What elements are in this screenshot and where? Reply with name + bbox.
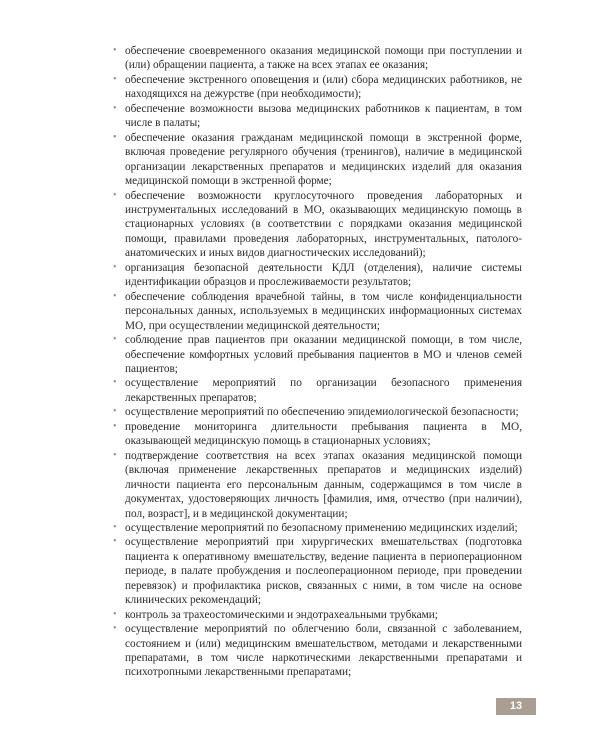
bullet-icon: • <box>113 261 117 273</box>
bullet-icon: • <box>113 420 117 432</box>
bullet-icon: • <box>113 608 117 620</box>
list-item-text: обеспечение экстренного оповещения и (или) сбора медицинских работников, не находящихся на дежурстве (при необходимости); <box>125 73 522 101</box>
list-item <box>112 521 522 535</box>
list-item <box>112 622 522 680</box>
bullet-icon: • <box>113 521 117 533</box>
list-item <box>112 131 522 189</box>
list-item-text: организация безопасной деятельности КДЛ (отделения), наличие системы идентификации образцов и прослеживаемости результатов; <box>125 261 522 289</box>
bullet-icon: • <box>113 73 117 85</box>
document-page <box>112 44 522 680</box>
bullet-icon: • <box>113 377 117 389</box>
bullet-icon: • <box>113 449 117 461</box>
list-item-text: обеспечение соблюдения врачебной тайны, в том числе конфиденциальности персональных данных, используемых в медицинских информационных системах МО, при осуществлении медицинской деятельности; <box>125 290 522 332</box>
page-number: 13 <box>496 698 536 715</box>
list-item <box>112 535 522 607</box>
list-item <box>112 376 522 405</box>
bullet-icon: • <box>113 45 117 56</box>
list-item-text: обеспечение оказания гражданам медицинской помощи в экстренной форме, включая проведение регулярного обучения (тренингов), наличие в медицинской организации лекарственных препаратов и медицинских изделий для оказания медицинской помощи в экстренной форме; <box>125 131 522 188</box>
list-item <box>112 73 522 102</box>
list-item-text: осуществление мероприятий по организации безопасного применения лекарственных препаратов; <box>125 377 522 404</box>
list-item <box>112 102 522 131</box>
list-item <box>112 333 522 376</box>
list-item <box>112 405 522 419</box>
list-item-text: подтверждение соответствия на всех этапах оказания медицинской помощи (включая применение лекарственных препаратов и медицинских изделий) личности пациента его персональным данным, содержащимся в том числе в документах, удостоверяющих личность [фамилия, имя, отчество (при наличии), пол, возраст], и в медицинской документации; <box>125 449 522 520</box>
list-item-text: осуществление мероприятий при хирургических вмешательствах (подготовка пациента к оперативному вмешательству, ведение пациента в периоперационном периоде, в палате пробуждения и послеоперационном периоде, при проведении перевязок) и профилактика рисков, связанных с ними, в том числе на основе клинических рекомендаций; <box>125 536 522 607</box>
bullet-icon: • <box>113 536 117 548</box>
bullet-icon: • <box>113 290 117 302</box>
bullet-icon: • <box>113 334 117 346</box>
list-item <box>112 449 522 521</box>
list-item-text: контроль за трахеостомическими и эндотрахеальными трубками; <box>125 608 438 621</box>
bullet-icon: • <box>113 189 117 201</box>
list-item-text: обеспечение возможности круглосуточного проведения лабораторных и инструментальных исследований в МО, оказывающих медицинскую помощь в стационарных условиях (в соответствии с порядками оказания медицинской помощи, правилами проведения лабораторных, инструментальных, патолого-анатомических и иных видов диагностических исследований); <box>125 189 522 260</box>
list-item-text: обеспечение возможности вызова медицинских работников к пациентам, в том числе в палаты; <box>125 102 522 130</box>
list-item <box>112 608 522 622</box>
bullet-icon: • <box>113 406 117 418</box>
list-item <box>112 420 522 449</box>
list-item-text: осуществление мероприятий по безопасному применению медицинских изделий; <box>125 521 518 534</box>
list-item <box>112 189 522 261</box>
list-item-text: соблюдение прав пациентов при оказании медицинской помощи, в том числе, обеспечение комфортных условий пребывания пациентов в МО и членов семей пациентов; <box>125 334 522 375</box>
list-item <box>112 261 522 290</box>
list-item <box>112 290 522 333</box>
bullet-list <box>112 44 522 680</box>
list-item-text: осуществление мероприятий по облегчению боли, связанной с заболеванием, состоянием и (или) медицинским вмешательством, методами и лекарственными препаратами, в том числе наркотическими лекарственными препаратами и психотропными лекарственными препаратами; <box>125 623 522 679</box>
list-item <box>112 44 522 73</box>
bullet-icon: • <box>113 623 117 635</box>
list-item-text: осуществление мероприятий по обеспечению эпидемиологической безопасности; <box>125 406 519 419</box>
list-item-text: проведение мониторинга длительности пребывания пациента в МО, оказывающей медицинскую помощь в стационарных условиях; <box>125 420 522 448</box>
bullet-icon: • <box>113 131 117 143</box>
bullet-icon: • <box>113 102 117 114</box>
list-item-text: обеспечение своевременного оказания медицинской помощи при поступлении и (или) обращении пациента, а также на всех этапах ее оказания; <box>125 45 522 72</box>
